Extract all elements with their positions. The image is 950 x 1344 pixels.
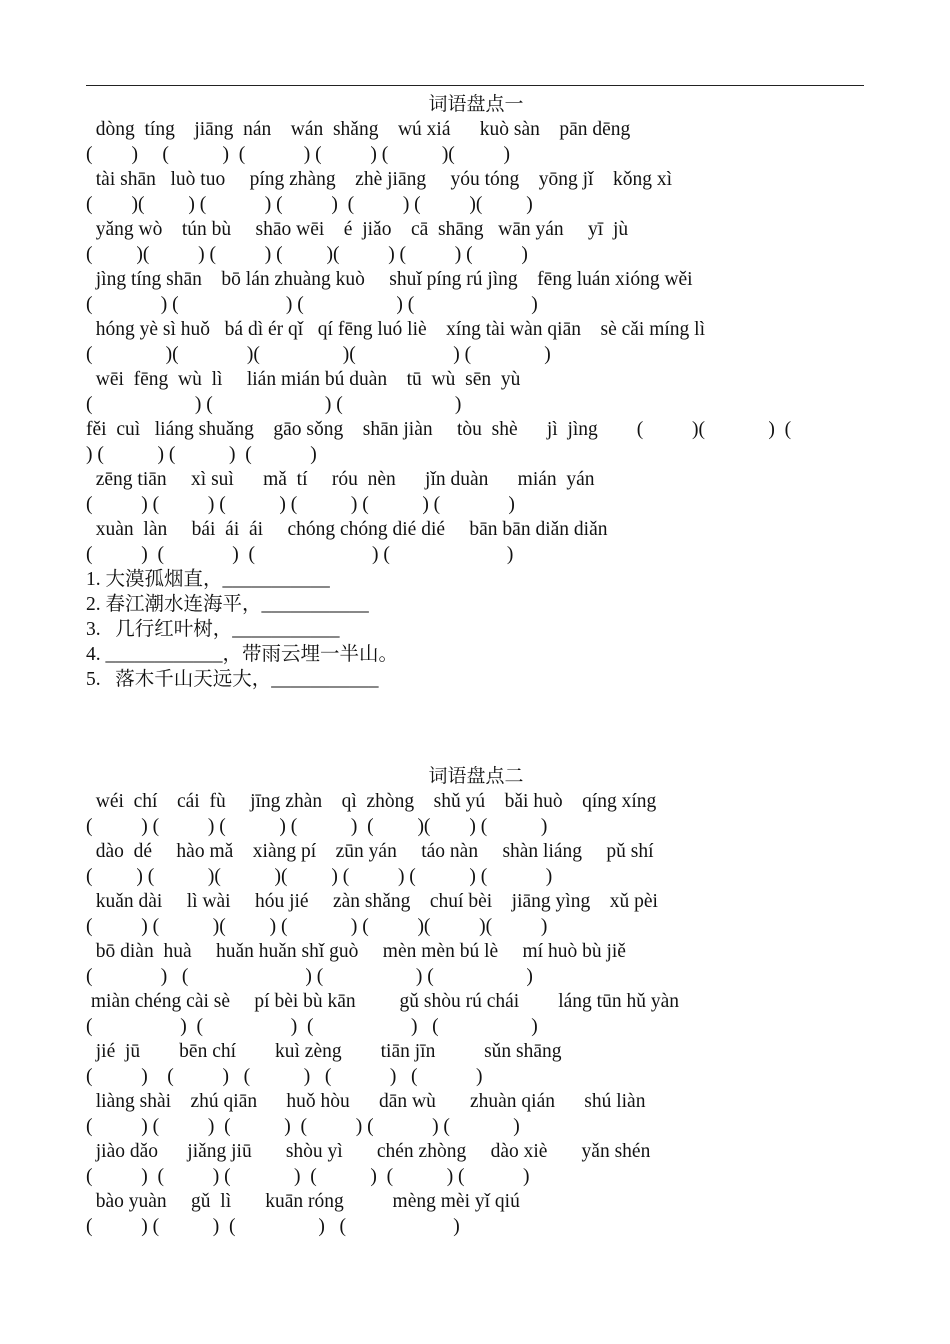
- pinyin-line: jìng tíng shān bō lán zhuàng kuò shuǐ píng rú jìng fēng luán xióng wěi: [86, 269, 693, 290]
- pinyin-line: liàng shài zhú qiān huǒ hòu dān wù zhuàn qián shú liàn: [86, 1091, 646, 1112]
- answer-brackets-line: ( ) ( ) ( ) ( ) ( ) ( ): [86, 494, 515, 515]
- section-word-review-1: [86, 92, 866, 692]
- answer-brackets-line: ( )( ) ( ) ( )( ) ( ) ( ): [86, 244, 528, 265]
- answer-brackets-line: ( ) ( ) ( ) ( ) ( ) ( ): [86, 1166, 530, 1187]
- poem-fill-in-item: 3. 几行红叶树，___________: [86, 619, 340, 640]
- answer-brackets-line: ( ) ( ) ( ) ( ) ( ): [86, 1066, 483, 1087]
- section-title: 词语盘点二: [428, 766, 524, 787]
- pinyin-line: tài shān luò tuo píng zhàng zhè jiāng yóu tóng yōng jǐ kǒng xì: [86, 169, 673, 190]
- pinyin-exercise-list: [86, 789, 866, 1239]
- pinyin-line: bō diàn huà huǎn huǎn shǐ guò mèn mèn bú lè mí huò bù jiě: [86, 941, 626, 962]
- pinyin-line: wéi chí cái fù jīng zhàn qì zhòng shǔ yú bǎi huò qíng xíng: [86, 791, 657, 812]
- poem-fill-in-item: 5. 落木千山天远大，___________: [86, 669, 379, 690]
- poem-fill-in-item: 2. 春江潮水连海平，___________: [86, 594, 369, 615]
- answer-brackets-line: ( )( )( )( ) ( ): [86, 344, 551, 365]
- pinyin-exercise-list: [86, 117, 866, 567]
- answer-brackets-line: ( ) ( ) ( ) ( ) ( )( ) ( ): [86, 816, 548, 837]
- pinyin-line: dào dé hào mǎ xiàng pí zūn yán táo nàn shàn liáng pǔ shí: [86, 841, 654, 862]
- answer-brackets-line: ( ) ( ) ( ) ( ): [86, 1016, 538, 1037]
- pinyin-line: yǎng wò tún bù shāo wēi é jiǎo cā shāng wān yán yī jù: [86, 219, 629, 240]
- pinyin-line: jiào dǎo jiǎng jiū shòu yì chén zhòng dào xiè yǎn shén: [86, 1141, 651, 1162]
- section-word-review-2: [86, 764, 866, 1239]
- pinyin-line: kuǎn dài lì wài hóu jié zàn shǎng chuí bèi jiāng yìng xǔ pèi: [86, 891, 658, 912]
- answer-brackets-line: ( ) ( ) ( ): [86, 394, 462, 415]
- top-rule: [86, 85, 864, 86]
- section-title: 词语盘点一: [428, 94, 524, 115]
- poem-fill-in-item: 1. 大漠孤烟直，___________: [86, 569, 330, 590]
- answer-brackets-line: ( ) ( )( ) ( ) ( )( )( ): [86, 916, 548, 937]
- answer-brackets-line: ) ( ) ( ) ( ): [86, 444, 317, 465]
- pinyin-line: xuàn làn bái ái ái chóng chóng dié dié bān bān diǎn diǎn: [86, 519, 608, 540]
- answer-brackets-line: ( ) ( ) ( ) ( ) ( ) ( ): [86, 1116, 520, 1137]
- pinyin-line: jié jū bēn chí kuì zèng tiān jīn sǔn shāng: [86, 1041, 562, 1062]
- poem-fill-in-list: [86, 567, 866, 692]
- pinyin-line: wēi fēng wù lì lián mián bú duàn tū wù sēn yù: [86, 369, 521, 390]
- answer-brackets-line: ( ) ( ) ( ) ( ): [86, 1216, 460, 1237]
- pinyin-line: dòng tíng jiāng nán wán shǎng wú xiá kuò sàn pān dēng: [86, 119, 631, 140]
- answer-brackets-line: ( )( ) ( ) ( ) ( ) ( )( ): [86, 194, 533, 215]
- answer-brackets-line: ( ) ( ) ( ) ( ): [86, 966, 533, 987]
- pinyin-line: miàn chéng cài sè pí bèi bù kān gǔ shòu rú chái láng tūn hǔ yàn: [86, 991, 679, 1012]
- answer-brackets-line: ( ) ( )( )( ) ( ) ( ) ( ): [86, 866, 553, 887]
- poem-fill-in-item: 4. ____________，带雨云埋一半山。: [86, 644, 399, 665]
- pinyin-line: bào yuàn gǔ lì kuān róng mèng mèi yǐ qiú: [86, 1191, 520, 1212]
- pinyin-line: fěi cuì liáng shuǎng gāo sǒng shān jiàn tòu shè jì jìng ( )( ) (: [86, 419, 792, 440]
- answer-brackets-line: ( ) ( ) ( ) ( ): [86, 544, 514, 565]
- answer-brackets-line: ( ) ( ) ( ) ( ) ( )( ): [86, 144, 511, 165]
- pinyin-line: hóng yè sì huǒ bá dì ér qǐ qí fēng luó liè xíng tài wàn qiān sè cǎi míng lì: [86, 319, 706, 340]
- answer-brackets-line: ( ) ( ) ( ) ( ): [86, 294, 538, 315]
- pinyin-line: zēng tiān xì suì mǎ tí róu nèn jǐn duàn mián yán: [86, 469, 595, 490]
